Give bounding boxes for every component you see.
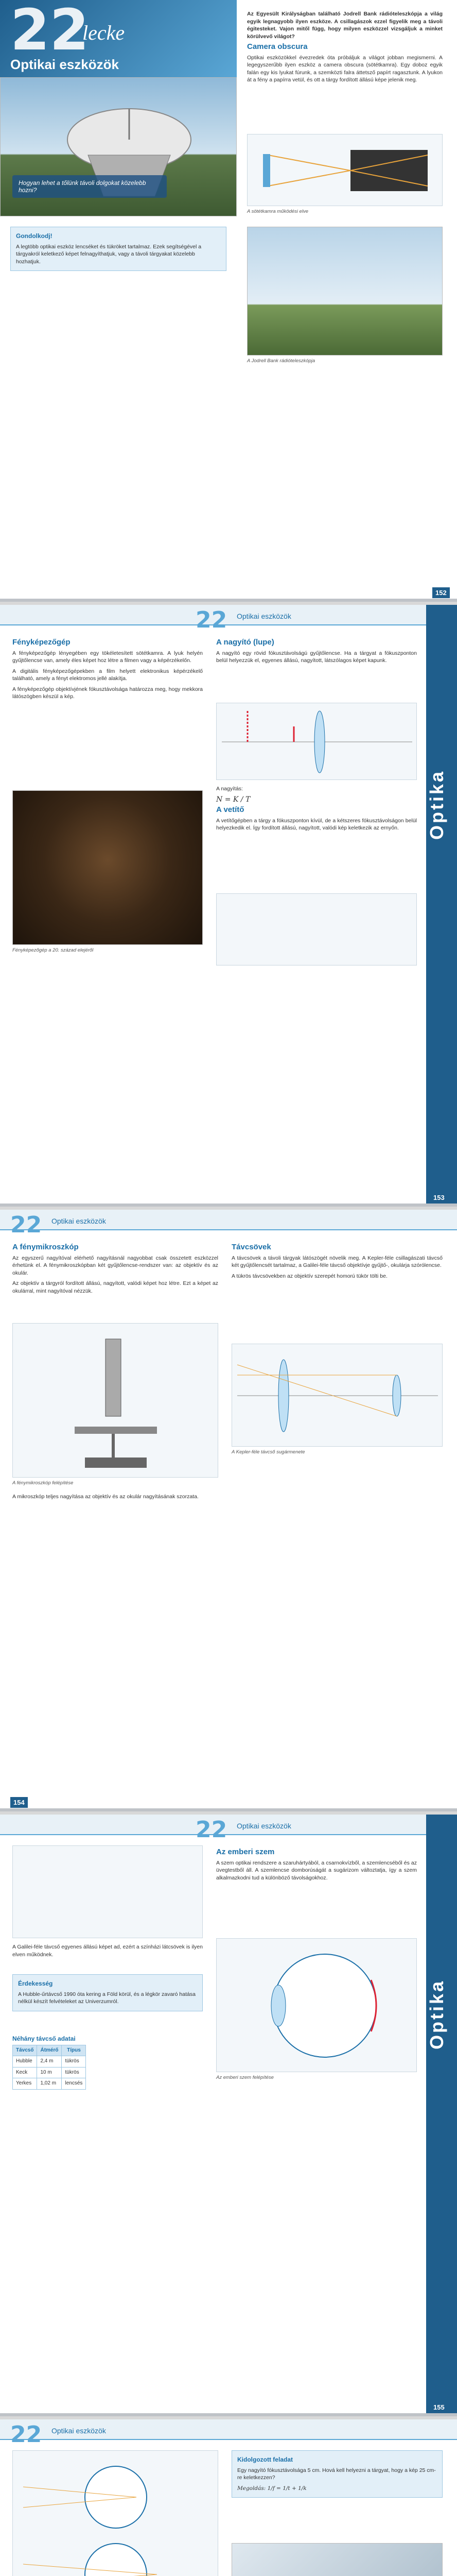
header-lesson-number: 22 bbox=[10, 1212, 42, 1238]
camera-obscura-text: Optikai eszközökkel évezredek óta próbáljuk a világot jobban megismerni. A legegyszerűbb ilyen eszköz a camera obscura (sötétkamra). Egy doboz egyik falán egy kis lyukat fúrunk, a szemközti falra áttetsző papírt ragasztunk. A lyukon át a fény a papírra vetül, és ott a tárgy fordított állású képe jelenik meg. bbox=[247, 54, 443, 83]
section-camera: Fényképezőgép bbox=[12, 638, 71, 647]
think-box-title: Gondolkodj! bbox=[16, 232, 52, 240]
sidebar-label: Optika bbox=[426, 770, 447, 840]
question-callout: Hogyan lehet a tőlünk távoli dolgokat közelebb hozni? bbox=[12, 175, 167, 198]
right-column bbox=[232, 1241, 443, 1283]
page-number: 155 bbox=[430, 2402, 448, 2413]
intro-column bbox=[247, 10, 443, 87]
table-row bbox=[13, 2067, 86, 2078]
section-camera-obscura: Camera obscura bbox=[247, 42, 308, 51]
camera-obscura-figure bbox=[247, 134, 443, 206]
formula-block bbox=[216, 785, 417, 835]
left-column bbox=[12, 1943, 203, 1961]
galilei-figure bbox=[12, 1845, 203, 1938]
table-cell: 1,02 m bbox=[37, 2078, 62, 2090]
eye-defects-diagram bbox=[13, 2451, 219, 2576]
eye-defects-figure bbox=[12, 2450, 218, 2576]
telescope-table bbox=[12, 2045, 86, 2090]
magnifier-text: A nagyító egy rövid fókusztávolságú gyűjtőlencse. Ha a tárgyat a fókuszponton belül helyezzük el, egyenes állású, nagyított, látszólagos képet kapunk. bbox=[216, 650, 417, 664]
table-cell: 2,4 m bbox=[37, 2056, 62, 2067]
table-header-row bbox=[13, 2045, 86, 2056]
table-row bbox=[13, 2056, 86, 2067]
sidebar-label: Optika bbox=[426, 1979, 447, 2050]
camera-text-1: A fényképezőgép lényegében egy tökéletesített sötétkamra. A lyuk helyén gyűjtőlencse van, amely éles képet hoz létre a filmen vagy a képérzékelőn. bbox=[12, 650, 203, 664]
section-eye: Az emberi szem bbox=[216, 1848, 275, 1856]
table-header: Távcső bbox=[13, 2045, 37, 2056]
table-cell: tükrös bbox=[62, 2056, 86, 2067]
telescope-text-2: A tükrös távcsövekben az objektív szerepét homorú tükör tölti be. bbox=[232, 1273, 388, 1279]
curiosity-box bbox=[12, 1974, 203, 2011]
header-title: Optikai eszközök bbox=[51, 1217, 106, 1225]
page-number: 154 bbox=[10, 1797, 28, 1808]
worked-example-text: Egy nagyító fókusztávolsága 5 cm. Hová kell helyezni a tárgyat, hogy a kép 25 cm-re keletkezzen? bbox=[237, 2467, 436, 2481]
page-1 bbox=[0, 0, 457, 602]
microscope-text-1: Az egyszerű nagyítóval elérhető nagyításnál nagyobbat csak összetett eszközzel érhetünk el. A fénymikroszkópban két gyűjtőlencse-rendszer van: az objektív és az okulár. bbox=[12, 1255, 218, 1276]
table-block bbox=[12, 2031, 203, 2090]
page-4 bbox=[0, 1815, 457, 2416]
lesson-banner bbox=[0, 0, 237, 77]
header-title: Optikai eszközök bbox=[237, 1822, 291, 1830]
header-lesson-number: 22 bbox=[196, 1817, 227, 1843]
worked-example-title: Kidolgozott feladat bbox=[237, 2456, 293, 2463]
microscope-text-3: A mikroszkóp teljes nagyítása az objektív és az okulár nagyításának szorzata. bbox=[12, 1494, 199, 1500]
header-lesson-number: 22 bbox=[196, 607, 227, 633]
left-column bbox=[12, 636, 203, 704]
camera-text-2: A digitális fényképezőgépekben a film helyett elektronikus képérzékelő található, amely a fényt elektromos jellé alakítja. bbox=[12, 668, 203, 682]
magnifier-figure bbox=[216, 703, 417, 780]
table-cell: 10 m bbox=[37, 2067, 62, 2078]
section-magnifier: A nagyító (lupe) bbox=[216, 638, 274, 647]
camera-obscura-diagram bbox=[248, 134, 443, 207]
eye-diagram bbox=[217, 1939, 417, 2073]
page-number: 152 bbox=[432, 587, 450, 598]
header-lesson-number: 22 bbox=[10, 2421, 42, 2448]
magnifier-diagram bbox=[217, 703, 417, 781]
figure-1-caption: A sötétkamra működési elve bbox=[247, 209, 308, 214]
galilei-text: A Galilei-féle távcső egyenes állású képet ad, ezért a színházi látcsövek is ilyen elven működnek. bbox=[12, 1944, 203, 1958]
section-telescopes: Távcsövek bbox=[232, 1243, 271, 1251]
magnification-formula: N = K / T bbox=[216, 795, 251, 804]
photo-old-camera bbox=[12, 790, 203, 945]
page-2 bbox=[0, 605, 457, 1207]
kepler-figure bbox=[232, 1344, 443, 1447]
eye-text: A szem optikai rendszere a szaruhártyából, a csarnokvízből, a szemlencséből és az üvegtestből áll. A szemlencse domborúságát a sugárizom változtatja, így a szem alkalmazkodni tud a különböző távolságokhoz. bbox=[216, 1859, 417, 1881]
kepler-diagram bbox=[232, 1344, 443, 1447]
eye-figure bbox=[216, 1938, 417, 2072]
telescope-text-1: A távcsövek a távoli tárgyak látószögét növelik meg. A Kepler-féle csillagászati távcső két gyűjtőlencsét tartalmaz, a Galilei-féle távcső objektívje gyűjtő-, okulárja szórólencse. bbox=[232, 1255, 443, 1268]
lesson-word: lecke bbox=[82, 21, 125, 44]
photo-telescope-field bbox=[247, 227, 443, 355]
table-cell: lencsés bbox=[62, 2078, 86, 2090]
section-microscope: A fénymikroszkóp bbox=[12, 1243, 79, 1251]
table-cell: Yerkes bbox=[13, 2078, 37, 2090]
table-header: Átmérő bbox=[37, 2045, 62, 2056]
table-header: Típus bbox=[62, 2045, 86, 2056]
header-bar bbox=[0, 605, 457, 625]
camera-text-3: A fényképezőgép objektívjének fókusztávolsága határozza meg, hogy mekkora látószögben készül a kép. bbox=[12, 686, 203, 700]
microscope-text-2: Az objektív a tárgyról fordított állású, nagyított, valódi képet hoz létre. Ezt a képet az okulárral, mint nagyítóval nézzük. bbox=[12, 1280, 218, 1294]
page-5 bbox=[0, 2419, 457, 2576]
page-3 bbox=[0, 1210, 457, 1811]
header-bar bbox=[0, 1815, 457, 1835]
photo-glasses bbox=[232, 2543, 443, 2576]
table-row bbox=[13, 2078, 86, 2090]
projector-text: A vetítőgépben a tárgy a fókuszponton kívül, de a kétszeres fókusztávolságon belül helyezkedik el. Így fordított állású, nagyított, valódi kép keletkezik az ernyőn. bbox=[216, 817, 417, 831]
microscope-diagram bbox=[13, 1324, 219, 1478]
table-cell: Keck bbox=[13, 2067, 37, 2078]
projector-figure bbox=[216, 893, 417, 965]
old-camera-caption: Fényképezőgép a 20. század elejéről bbox=[12, 947, 94, 953]
microscope-caption: A fénymikroszkóp felépítése bbox=[12, 1480, 74, 1486]
worked-example-solution: Megoldás: 1/f = 1/t + 1/k bbox=[237, 2485, 307, 2492]
left-column bbox=[12, 1241, 218, 1298]
eye-caption: Az emberi szem felépítése bbox=[216, 2075, 274, 2080]
table-cell: tükrös bbox=[62, 2067, 86, 2078]
section-projector: A vetítő bbox=[216, 805, 244, 814]
formula-label: A nagyítás: bbox=[216, 786, 243, 792]
sidebar bbox=[426, 1815, 457, 2416]
right-column bbox=[216, 636, 417, 668]
page-number: 153 bbox=[430, 1192, 448, 1203]
microscope-more bbox=[12, 1493, 218, 1504]
page-title: Optikai eszközök bbox=[10, 57, 119, 72]
figure-2-caption: A Jodrell Bank rádióteleszkópja bbox=[247, 358, 315, 364]
header-title: Optikai eszközök bbox=[51, 2427, 106, 2435]
header-title: Optikai eszközök bbox=[237, 612, 291, 620]
table-cell: Hubble bbox=[13, 2056, 37, 2067]
think-box-text: A legtöbb optikai eszköz lencséket és tükröket tartalmaz. Ezek segítségével a tárgyakról keletkező képet felnagyíthatjuk, vagy a távoli tárgyakat közelebb hozhatjuk. bbox=[16, 243, 202, 265]
curiosity-title: Érdekesség bbox=[18, 1980, 53, 1987]
microscope-figure bbox=[12, 1323, 218, 1478]
lesson-number: 22 bbox=[10, 0, 90, 63]
table-title: Néhány távcső adatai bbox=[12, 2035, 76, 2042]
curiosity-text: A Hubble-űrtávcső 1990 óta kering a Föld körül, és a légkör zavaró hatása nélkül készít felvételeket az Univerzumról. bbox=[18, 1991, 196, 2005]
worked-example-box bbox=[232, 2450, 443, 2498]
sidebar bbox=[426, 605, 457, 1207]
intro-text: Az Egyesült Királyságban található Jodrell Bank rádióteleszkópja a világ egyik legnagyobb ilyen eszköze. A csillagászok ezzel figyelik meg a távoli égitesteket. Vajon mitől függ, hogy milyen eszközzel vizsgáljuk a minket körülvevő világot? bbox=[247, 11, 443, 40]
right-column bbox=[216, 1845, 417, 1885]
think-box bbox=[10, 227, 226, 271]
kepler-caption: A Kepler-féle távcső sugármenete bbox=[232, 1449, 305, 1455]
